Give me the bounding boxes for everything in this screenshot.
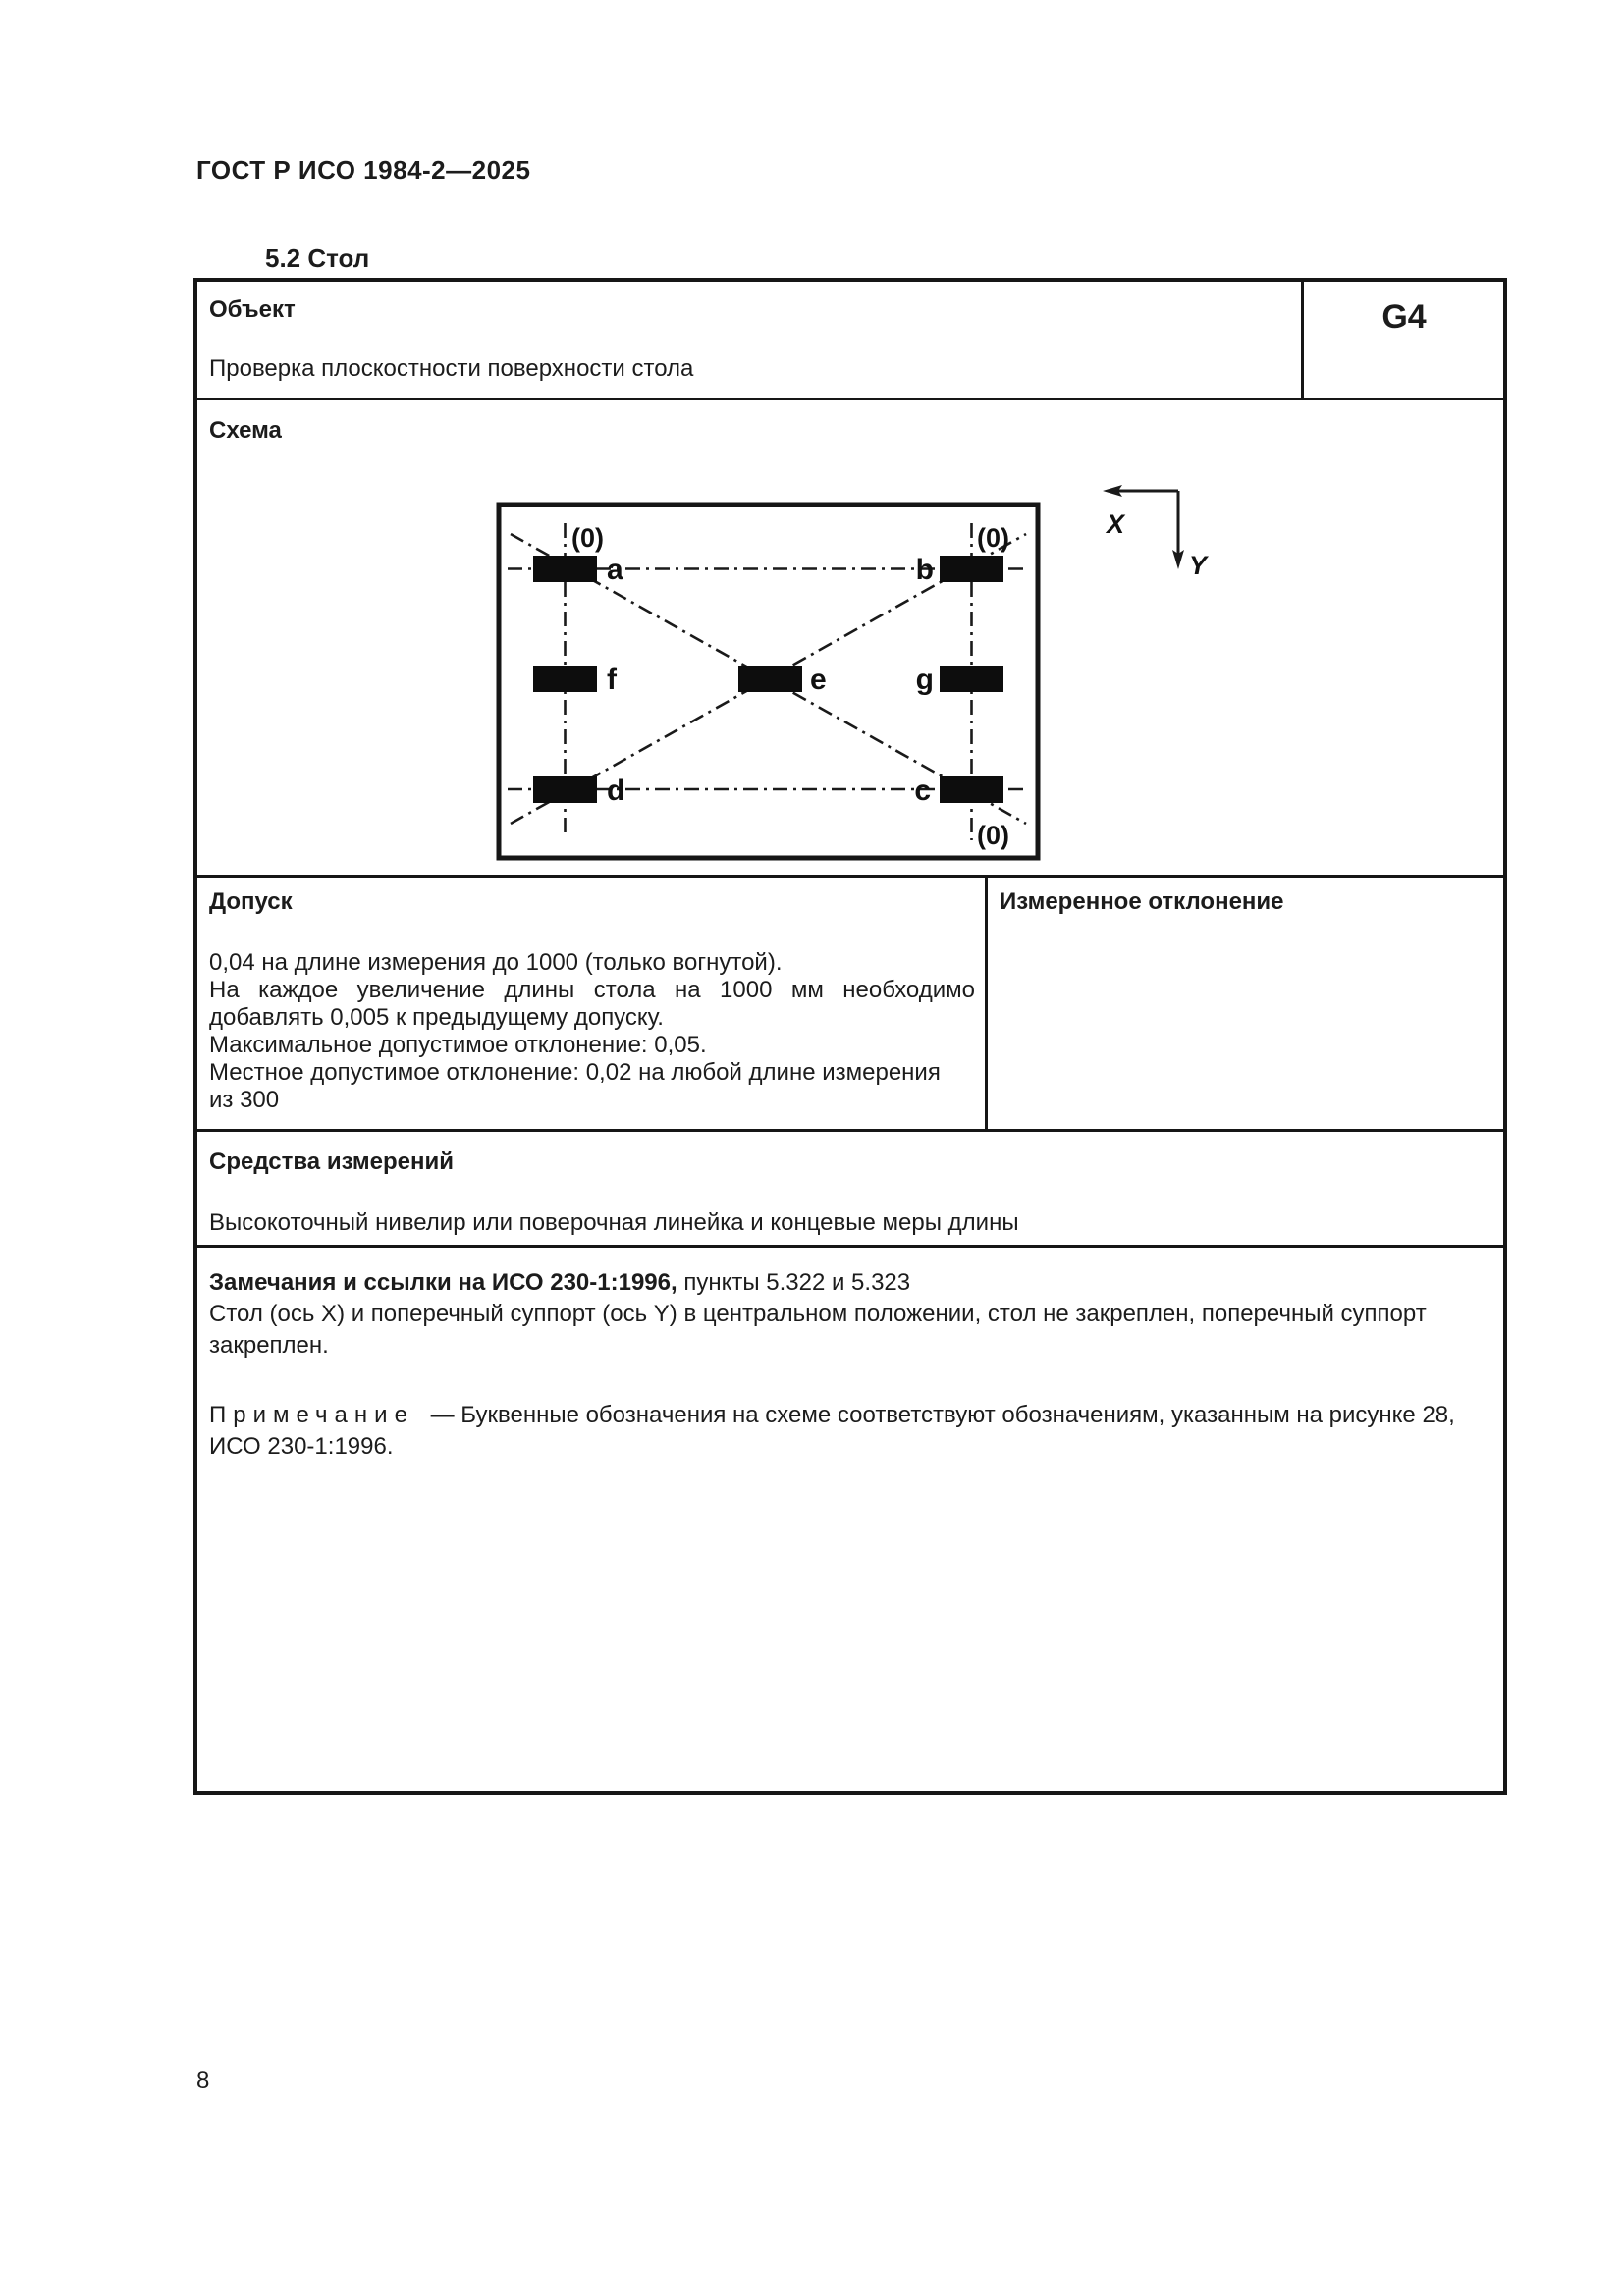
y-axis-label: Y — [1189, 551, 1208, 580]
tolerance-deviation-divider — [985, 875, 988, 1129]
x-axis-label: X — [1107, 509, 1125, 539]
object-description: Проверка плоскостности поверхности стола — [209, 355, 694, 382]
pad-a — [533, 556, 597, 582]
tolerance-label: Допуск — [209, 888, 293, 915]
label-b: b — [915, 554, 934, 586]
instruments-text: Высокоточный нивелир или поверочная линейка и концевые меры длины — [209, 1209, 1019, 1236]
tolerance-line: 0,04 на длине измерения до 1000 (только вогнутой). — [209, 949, 783, 976]
pad-b — [940, 556, 1003, 582]
label-g: g — [915, 664, 934, 696]
label-e: e — [810, 664, 827, 696]
zero-bottom-right: (0) — [977, 821, 1009, 850]
notes-title-rest: пункты 5.322 и 5.323 — [677, 1269, 911, 1296]
zero-top-right: (0) — [977, 523, 1009, 553]
pad-c — [940, 776, 1003, 803]
schema-label: Схема — [209, 417, 282, 444]
row-divider-3 — [197, 1129, 1503, 1132]
object-label: Объект — [209, 296, 296, 323]
document-header: ГОСТ Р ИСО 1984-2—2025 — [196, 155, 531, 185]
tolerance-line: Максимальное допустимое отклонение: 0,05. — [209, 1032, 707, 1058]
axes-lines — [1116, 491, 1178, 555]
row-divider-2 — [197, 875, 1503, 878]
note-word: Примечание — [209, 1402, 414, 1428]
note-line2: ИСО 230-1:1996. — [209, 1433, 394, 1460]
label-f: f — [607, 664, 617, 696]
tolerance-line: На каждое увеличение длины стола на 1000 мм необходимо — [209, 977, 975, 1003]
notes-paragraph — [209, 1267, 1427, 1362]
instruments-label: Средства измерений — [209, 1148, 455, 1175]
tolerance-line: добавлять 0,005 к предыдущему допуску. — [209, 1004, 664, 1031]
pad-e — [738, 666, 802, 692]
axes-indicator — [1095, 447, 1272, 594]
tolerance-line: Местное допустимое отклонение: 0,02 на любой длине измерения — [209, 1059, 941, 1086]
pad-f — [533, 666, 597, 692]
label-a: a — [607, 554, 623, 586]
measured-deviation-label: Измеренное отклонение — [1000, 888, 1284, 915]
note-rest: — Буквенные обозначения на схеме соответствуют обозначениям, указанным на рисунке 28, — [430, 1402, 1455, 1428]
label-c: c — [914, 774, 931, 807]
section-title: 5.2 Стол — [265, 243, 370, 273]
tolerance-line: из 300 — [209, 1087, 280, 1113]
zero-top-left: (0) — [571, 523, 604, 553]
notes-title-line — [209, 1267, 1427, 1299]
tolerance-text — [209, 949, 975, 1114]
flatness-diagram — [496, 502, 1041, 862]
notes-body-line: закреплен. — [209, 1332, 329, 1359]
pad-g — [940, 666, 1003, 692]
check-code: G4 — [1381, 298, 1427, 336]
notes-body-line: Стол (ось X) и поперечный суппорт (ось Y) в центральном положении, стол не закреплен, поперечный суппорт — [209, 1301, 1427, 1327]
notes-title-bold: Замечания и ссылки на ИСО 230-1:1996, — [209, 1269, 677, 1296]
row-divider-1 — [197, 398, 1503, 400]
pad-d — [533, 776, 597, 803]
note-line — [209, 1400, 1455, 1431]
label-d: d — [607, 774, 625, 807]
note-paragraph — [209, 1400, 1455, 1463]
row-divider-4 — [197, 1245, 1503, 1248]
page-number: 8 — [196, 2067, 210, 2094]
